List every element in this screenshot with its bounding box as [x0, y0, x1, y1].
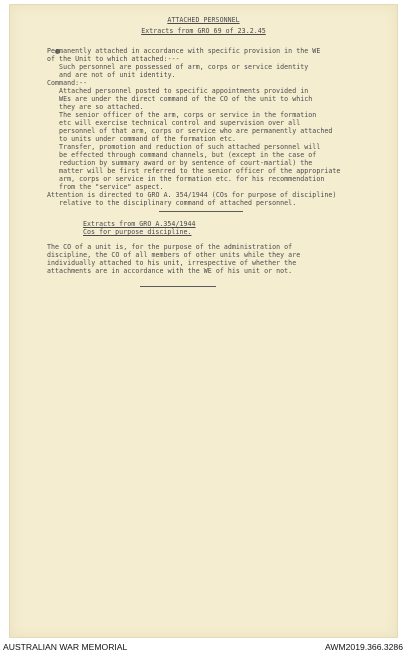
text-line: they are so attached. [47, 103, 144, 111]
text-line: etc will exercise technical control and supervision over all [47, 119, 301, 127]
document-page [9, 4, 398, 638]
text-line: of the Unit to which attached:--- [47, 55, 180, 63]
text-line: and are not of unit identity. [47, 71, 176, 79]
text-line: The senior officer of the arm, corps or service in the formation [47, 111, 317, 119]
text-line: reduction by summary award or by sentence of court-martial) the [47, 159, 313, 167]
text-line: personnel of that arm, corps or service who are permanently attached [47, 127, 333, 135]
section1-heading: Extracts from GRO 69 of 23.2.45 [141, 27, 266, 35]
text-line: Transfer, promotion and reduction of such attached personnel will [47, 143, 321, 151]
text-line: discipline, the CO of all members of other units while they are [47, 251, 301, 259]
text-line: matter will be first referred to the senior officer of the appropriate [47, 167, 341, 175]
text-line: from the "service" aspect. [47, 183, 164, 191]
text-line: be effected through command channels, but (except in the case of [47, 151, 317, 159]
footer-institution: AUSTRALIAN WAR MEMORIAL [3, 642, 128, 652]
archive-footer [0, 639, 407, 653]
divider-rule [140, 286, 216, 287]
divider-rule [159, 211, 243, 212]
document-title: ATTACHED PERSONNEL [167, 16, 240, 24]
footer-accession-number: AWM2019.366.3286 [324, 642, 403, 652]
text-line: Attention is directed to GRO A. 354/1944 (COs for purpose of discipline) [47, 191, 337, 199]
section2-subheading: Cos for purpose discipline. [83, 228, 192, 236]
text-line: individually attached to his unit, irrespective of whether the [47, 259, 297, 267]
text-line: arm, corps or service in the formation etc. for his recommendation [47, 175, 325, 183]
text-line: The CO of a unit is, for the purpose of the administration of [47, 243, 293, 251]
text-line: to units under command of the formation etc. [47, 135, 236, 143]
text-line: Attached personnel posted to specific appointments provided in [47, 87, 309, 95]
text-line: relative to the disciplinary command of attached personnel. [47, 199, 297, 207]
text-line: Permanently attached in accordance with specific provision in the WE [47, 47, 321, 55]
text-line: attachments are in accordance with the WE of his unit or not. [47, 267, 293, 275]
section2-heading: Extracts from GRO A.354/1944 [83, 220, 196, 228]
text-line: Command:-- [47, 79, 88, 87]
text-line: Such personnel are possessed of arm, corps or service identity [47, 63, 309, 71]
text-line: WEs are under the direct command of the CO of the unit to which [47, 95, 313, 103]
